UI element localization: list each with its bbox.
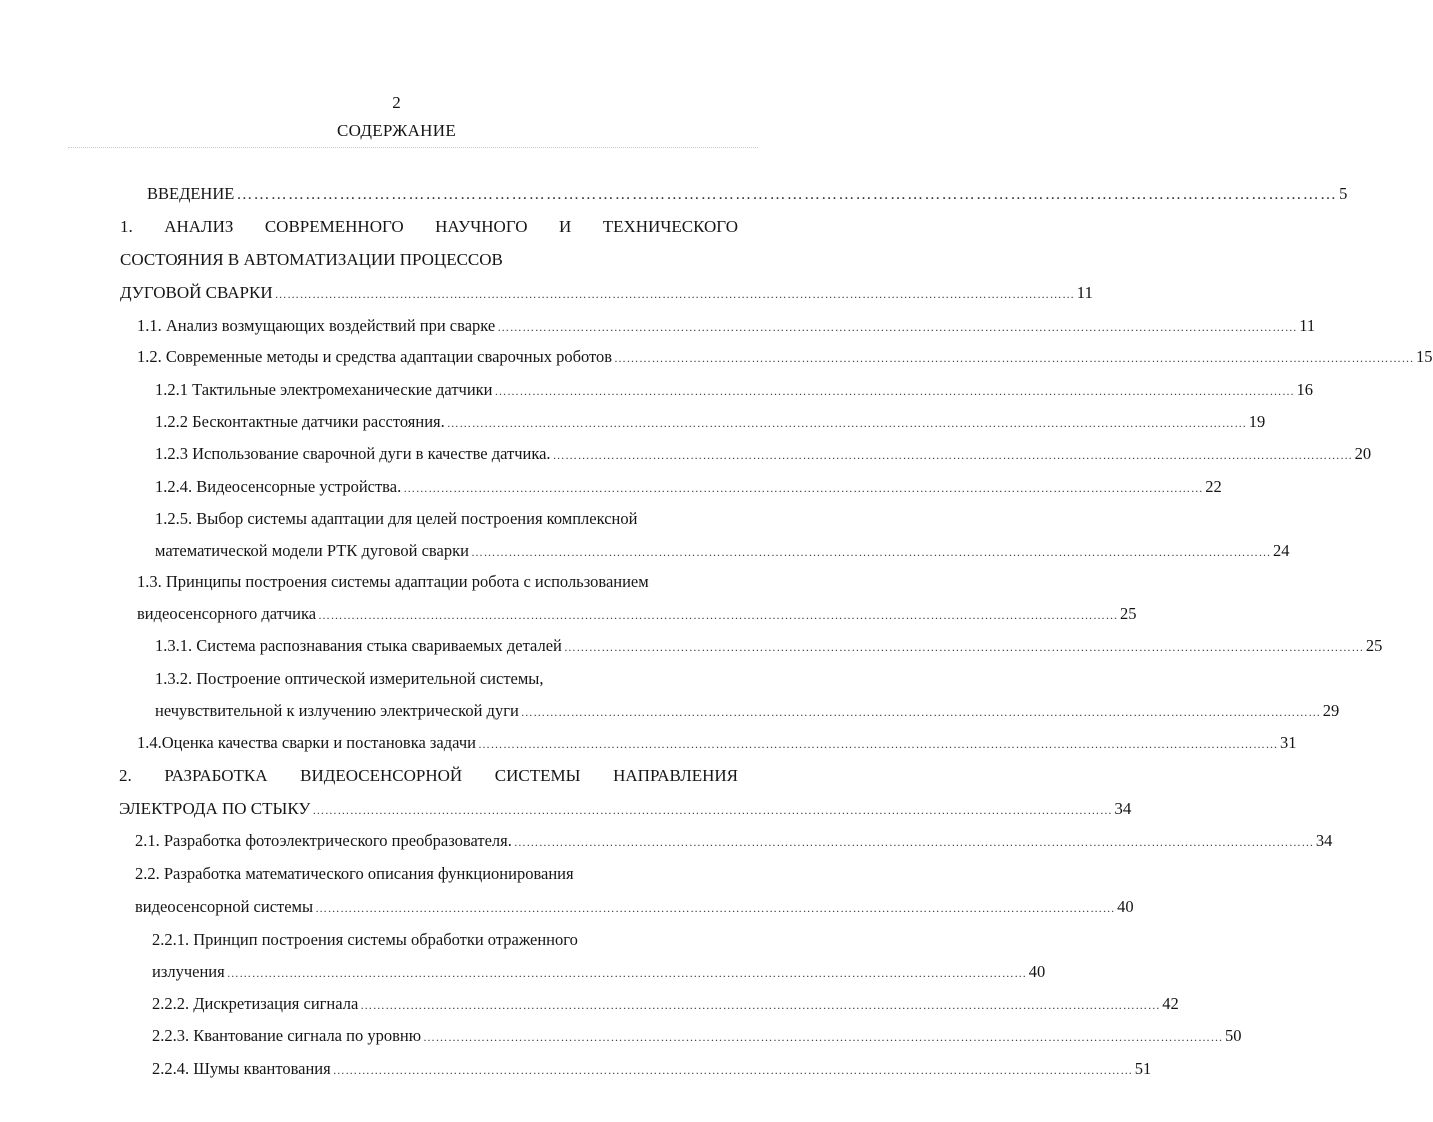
dot-leader: ………………………………………………………………………………………………………………………………………………………………………… (446, 416, 1247, 430)
dot-leader: ………………………………………………………………………………………………………………………………………………………………………… (513, 835, 1314, 849)
toc-entry-page: 34 (1315, 831, 1333, 850)
toc-entry-page: 50 (1225, 1026, 1242, 1045)
toc-entry-1-2-1[interactable] (155, 379, 1314, 402)
toc-entry-page: 19 (1248, 412, 1266, 431)
toc-entry-page: 15 (1416, 347, 1433, 366)
toc-entry-2-2-line1: 2.2. Разработка математического описания функционирования (135, 864, 574, 883)
toc-entry-2-2-4[interactable] (152, 1058, 1152, 1081)
dot-leader: ………………………………………………………………………………………………………………………………………………………………………… (494, 384, 1295, 398)
toc-entry-1-2-5[interactable] (155, 540, 1290, 563)
toc-entry-1-2[interactable] (137, 346, 1433, 369)
toc-entry-title: ДУГОВОЙ СВАРКИ (120, 283, 273, 302)
toc-chapter-2-line2[interactable] (119, 798, 1132, 821)
toc-entry-title: видеосенсорной системы (135, 897, 314, 916)
toc-entry-title: 1.2.4. Видеосенсорные устройства. (155, 477, 402, 496)
toc-entry-title: математической модели РТК дуговой сварки (155, 541, 469, 560)
toc-entry-1-2-5-line1: 1.2.5. Выбор системы адаптации для целей построения комплексной (155, 509, 638, 528)
toc-entry-page: 16 (1296, 380, 1314, 399)
chapter-2-word: РАЗРАБОТКА (164, 766, 268, 785)
toc-entry-2-2-3[interactable] (152, 1025, 1242, 1048)
toc-entry-title: излучения (152, 962, 225, 981)
toc-entry-1-4[interactable] (137, 732, 1297, 755)
chapter-2-word: СИСТЕМЫ (494, 766, 581, 785)
toc-entry-page: 24 (1272, 541, 1290, 560)
toc-entry-page: 40 (1028, 962, 1046, 981)
toc-entry-1-3-line1: 1.3. Принципы построения системы адаптации робота с использованием (137, 572, 649, 591)
toc-entry-title: 2.1. Разработка фотоэлектрического преобразователя. (135, 831, 512, 850)
toc-chapter-2-line1[interactable] (119, 765, 738, 787)
toc-entry-page: 11 (1299, 316, 1316, 335)
toc-entry-page: 40 (1117, 897, 1134, 916)
toc-entry-2-1[interactable] (135, 830, 1333, 853)
chapter-2-word: ВИДЕОСЕНСОРНОЙ (300, 766, 463, 785)
toc-entry-title: 1.2.1 Тактильные электромеханические датчики (155, 380, 493, 399)
toc-entry-1-1[interactable] (137, 315, 1316, 338)
toc-chapter-1-line2: СОСТОЯНИЯ В АВТОМАТИЗАЦИИ ПРОЦЕССОВ (120, 250, 503, 269)
toc-entry-page: 34 (1114, 799, 1132, 818)
chapter-1-word: АНАЛИЗ (164, 217, 234, 236)
dot-leader: ………………………………………………………………………………………………………………………………………………………………………… (315, 901, 1116, 915)
chapter-1-word: 1. (120, 217, 133, 236)
toc-entry-title: 1.2. Современные методы и средства адаптации сварочных роботов (137, 347, 613, 366)
toc-entry-page: 5 (1339, 184, 1348, 203)
toc-entry-title: 2.2.3. Квантование сигнала по уровню (152, 1026, 422, 1045)
toc-entry-page: 25 (1120, 604, 1137, 623)
toc-entry-1-3-2-line1: 1.3.2. Построение оптической измерительной системы, (155, 669, 544, 688)
toc-entry-title: нечувствительной к излучению электрической дуги (155, 701, 519, 720)
dot-leader: ………………………………………………………………………………………………………………………………………………………………………… (477, 737, 1278, 751)
dot-leader: ………………………………………………………………………………………………………………………………………………………………………… (614, 351, 1415, 365)
toc-entry-page: 29 (1322, 701, 1340, 720)
dot-leader: ………………………………………………………………………………………………………………………………………………………………………… (332, 1063, 1133, 1077)
chapter-2-word: НАПРАВЛЕНИЯ (613, 766, 738, 785)
toc-entry-page: 11 (1076, 283, 1093, 302)
toc-chapter-1-line1[interactable] (120, 216, 738, 238)
page-number: 2 (392, 93, 401, 112)
toc-entry-title: видеосенсорного датчика (137, 604, 317, 623)
toc-chapter-1-line3[interactable] (120, 282, 1093, 305)
dot-leader: ………………………………………………………………………………………………………………………………………………………………………… (226, 966, 1027, 980)
dot-leader: ………………………………………………………………………………………………………………………………………………………………………… (274, 287, 1075, 301)
chapter-1-word: ТЕХНИЧЕСКОГО (602, 217, 738, 236)
dot-leader: ………………………………………………………………………………………………………………………………………………………………………… (520, 705, 1321, 719)
toc-entry-title: ВВЕДЕНИЕ (147, 184, 235, 203)
toc-entry-1-2-4[interactable] (155, 476, 1222, 499)
dot-leader: ………………………………………………………………………………………………………………………………………………………………………… (470, 545, 1271, 559)
toc-entry-title: 1.3.1. Система распознавания стыка свариваемых деталей (155, 636, 562, 655)
chapter-1-word: СОВРЕМЕННОГО (264, 217, 404, 236)
toc-entry-page: 31 (1279, 733, 1297, 752)
dot-leader: ………………………………………………………………………………………………………………………………………………………………………… (236, 186, 1338, 203)
toc-entry-1-2-3[interactable] (155, 443, 1372, 466)
toc-entry-title: 2.2.4. Шумы квантования (152, 1059, 331, 1078)
toc-entry-page: 25 (1365, 636, 1383, 655)
toc-entry-1-2-2[interactable] (155, 411, 1266, 434)
toc-entry-1-3-2[interactable] (155, 700, 1340, 723)
toc-entry-page: 42 (1162, 994, 1179, 1013)
toc-entry-title: 1.4.Оценка качества сварки и постановка задачи (137, 733, 476, 752)
toc-entry-2-2-1-line1: 2.2.1. Принцип построения системы обработки отраженного (152, 930, 578, 949)
toc-entry-page: 20 (1354, 444, 1372, 463)
toc-entry-1-3-1[interactable] (155, 635, 1383, 658)
toc-entry-title: 1.1. Анализ возмущающих воздействий при сварке (137, 316, 496, 335)
chapter-1-word: НАУЧНОГО (435, 217, 528, 236)
toc-entry-title: 2.2.2. Дискретизация сигнала (152, 994, 359, 1013)
dot-leader: ………………………………………………………………………………………………………………………………………………………………………… (552, 448, 1353, 462)
chapter-1-word: И (558, 217, 572, 236)
dot-leader: ………………………………………………………………………………………………………………………………………………………………………… (497, 320, 1298, 334)
toc-entry-2-2-1[interactable] (152, 961, 1046, 984)
dot-leader: ………………………………………………………………………………………………………………………………………………………………………… (360, 998, 1161, 1012)
toc-entry-1-3[interactable] (137, 603, 1137, 626)
page-title: СОДЕРЖАНИЕ (336, 121, 457, 140)
toc-entry-title: ЭЛЕКТРОДА ПО СТЫКУ (119, 799, 311, 818)
toc-entry-title: 1.2.2 Бесконтактные датчики расстояния. (155, 412, 445, 431)
dot-leader: ………………………………………………………………………………………………………………………………………………………………………… (563, 640, 1364, 654)
toc-entry-2-2[interactable] (135, 896, 1134, 919)
toc-entry-introduction[interactable] (147, 183, 1348, 206)
toc-entry-page: 51 (1134, 1059, 1152, 1078)
dot-leader: ………………………………………………………………………………………………………………………………………………………………………… (312, 803, 1113, 817)
toc-entry-2-2-2[interactable] (152, 993, 1179, 1016)
toc-entry-title: 1.2.3 Использование сварочной дуги в качестве датчика. (155, 444, 551, 463)
chapter-2-word: 2. (119, 766, 132, 785)
toc-entry-page: 22 (1205, 477, 1222, 496)
dot-leader: ………………………………………………………………………………………………………………………………………………………………………… (403, 481, 1204, 495)
dot-leader: ………………………………………………………………………………………………………………………………………………………………………… (423, 1030, 1224, 1044)
dot-leader: ………………………………………………………………………………………………………………………………………………………………………… (318, 608, 1119, 622)
